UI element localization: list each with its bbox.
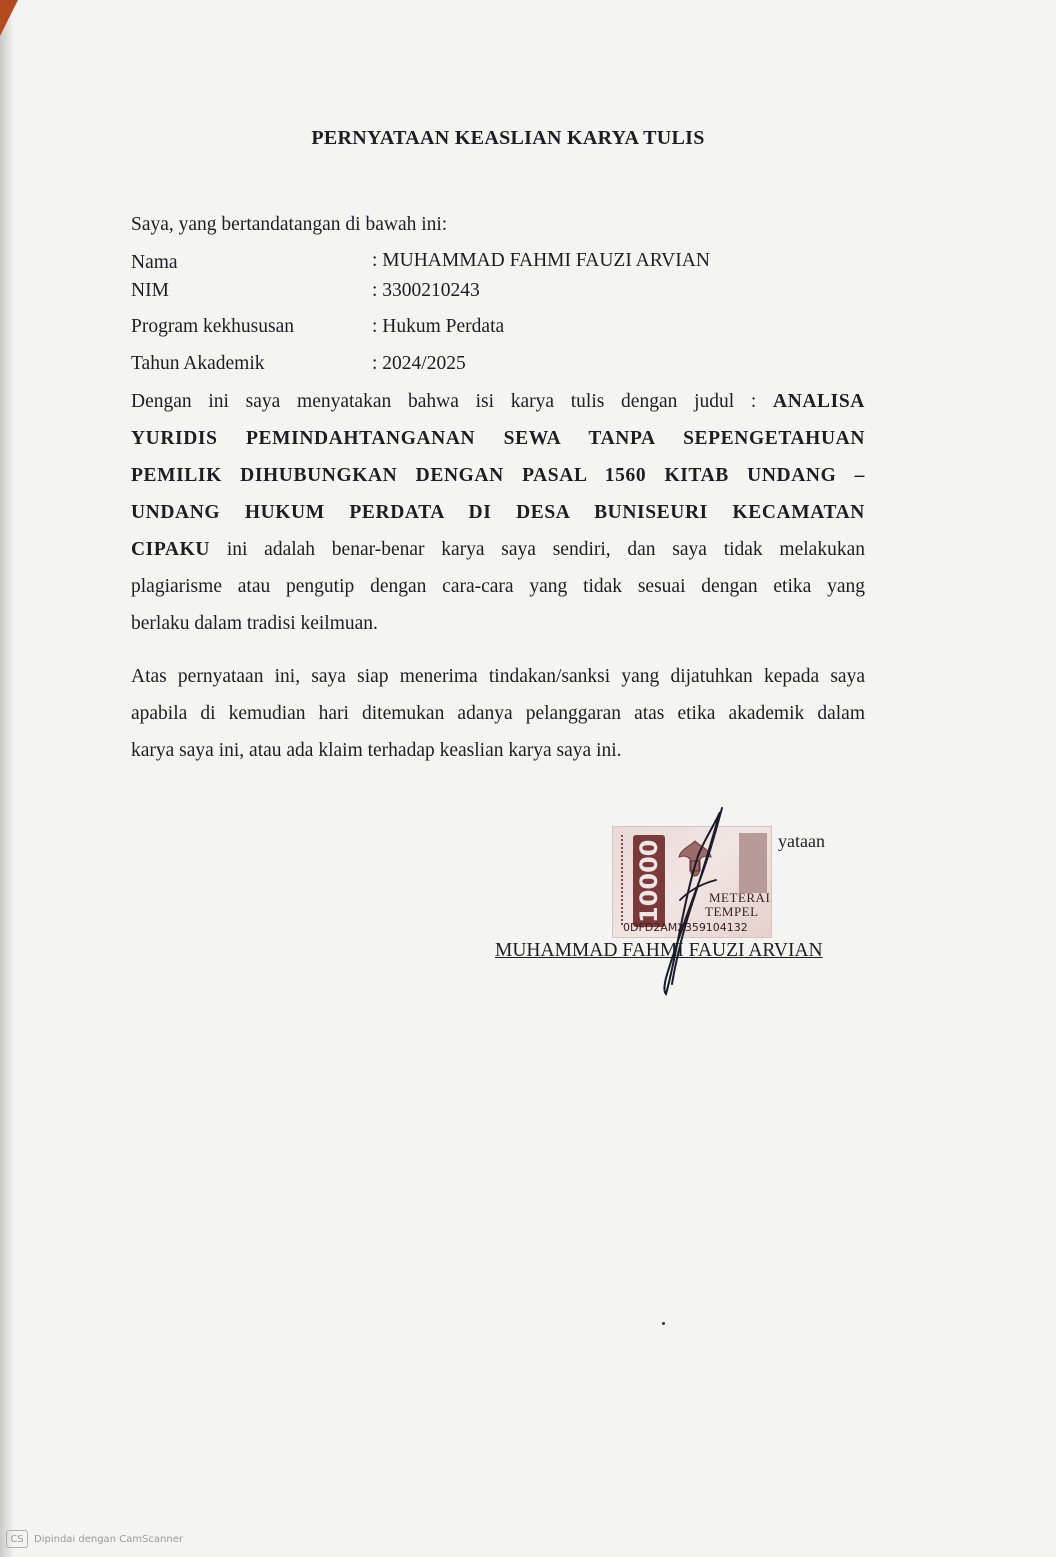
consequence-line: apabila di kemudian hari ditemukan adanya pelanggaran atas etika akademik dalam — [131, 703, 865, 724]
field-value-tahun: : 2024/2025 — [372, 353, 466, 374]
signature-heading-partial: yataan — [778, 831, 825, 851]
intro-text: Saya, yang bertandatangan di bawah ini: — [131, 214, 448, 235]
statement-line — [131, 428, 865, 454]
stamp-serial: 0DFD2AMX359104132 — [623, 921, 748, 934]
statement-line — [131, 391, 865, 417]
thesis-title-part: ANALISA — [773, 391, 865, 412]
field-label-nim: NIM — [131, 280, 169, 301]
stamp-label-meterai: METERAI — [709, 890, 771, 905]
statement-text: Dengan ini saya menyatakan bahwa isi karya tulis dengan judul : — [131, 391, 774, 412]
statement-line — [131, 539, 865, 565]
document-title: PERNYATAAN KEASLIAN KARYA TULIS — [311, 127, 705, 149]
handwritten-signature — [620, 800, 760, 1000]
field-value-program: : Hukum Perdata — [372, 316, 505, 337]
field-label-tahun: Tahun Akademik — [131, 353, 265, 374]
speck — [662, 1322, 665, 1325]
scanner-watermark-text: Dipindai dengan CamScanner — [34, 1533, 183, 1545]
statement-text: berlaku dalam tradisi keilmuan. — [131, 613, 378, 634]
statement-line — [131, 613, 865, 639]
statement-text: ini adalah benar-benar karya saya sendiri, dan saya tidak melakukan — [210, 539, 865, 560]
field-label-nama: Nama — [131, 252, 178, 273]
thesis-title-part: YURIDIS PEMINDAHTANGANAN SEWA TANPA SEPENGETAHUAN — [131, 428, 865, 449]
stamp-amount: 10000 — [633, 835, 665, 927]
statement-line — [131, 576, 865, 602]
statement-line — [131, 502, 865, 528]
thesis-title-part: PEMILIK DIHUBUNGKAN DENGAN PASAL 1560 KITAB UNDANG – — [131, 465, 865, 486]
field-value-nama: : MUHAMMAD FAHMI FAUZI ARVIAN — [372, 250, 710, 271]
stamp-label-tempel: TEMPEL — [705, 904, 759, 919]
page-edge-shadow — [0, 0, 14, 1557]
thesis-title-part: CIPAKU — [131, 539, 211, 560]
field-value-nim: : 3300210243 — [372, 280, 480, 301]
camscanner-icon: CS — [6, 1530, 28, 1548]
scanner-watermark — [6, 1530, 183, 1548]
signer-name: MUHAMMAD FAHMI FAUZI ARVIAN — [495, 940, 823, 961]
field-label-program: Program kekhususan — [131, 316, 295, 337]
statement-line — [131, 465, 865, 491]
consequence-line: karya saya ini, atau ada klaim terhadap keaslian karya saya ini. — [131, 740, 622, 761]
thesis-title-part: UNDANG HUKUM PERDATA DI DESA BUNISEURI KECAMATAN — [131, 502, 865, 523]
consequence-line: Atas pernyataan ini, saya siap menerima tindakan/sanksi yang dijatuhkan kepada saya — [131, 666, 865, 687]
statement-text: plagiarisme atau pengutip dengan cara-cara yang tidak sesuai dengan etika yang — [131, 576, 865, 597]
page-corner-mark — [0, 0, 18, 36]
